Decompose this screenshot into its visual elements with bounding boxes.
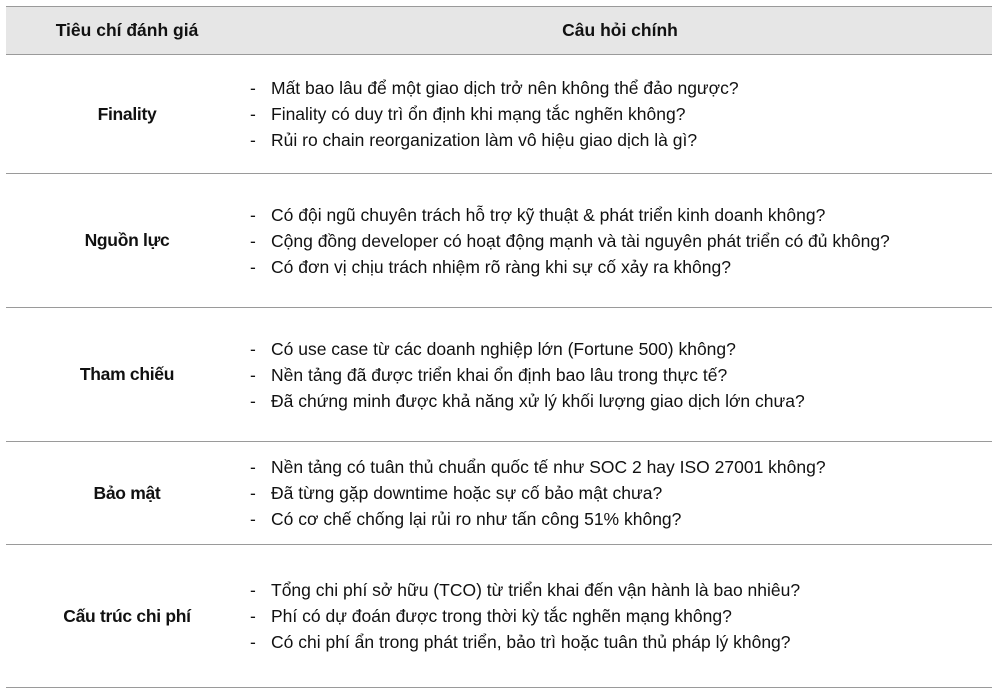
question-item: [250, 254, 992, 280]
table-row-finality: [6, 55, 992, 174]
bullet-dash: -: [250, 364, 256, 385]
header-row: [6, 7, 992, 55]
question-item: [250, 101, 992, 127]
question-text: Có đơn vị chịu trách nhiệm rõ ràng khi sự cố xảy ra không?: [271, 256, 731, 277]
question-item: [250, 480, 992, 506]
questions-cell: [248, 545, 992, 688]
bullet-dash: -: [250, 130, 256, 150]
header-criteria: Tiêu chí đánh giá: [6, 7, 248, 55]
bullet-dash: -: [250, 606, 256, 626]
question-item: [250, 454, 992, 480]
bullet-dash: -: [250, 509, 256, 529]
bullet-dash: -: [250, 78, 256, 98]
table-row-cau-truc-chi-phi: [6, 545, 992, 688]
question-list: [250, 202, 992, 280]
question-item: [250, 202, 992, 228]
bullet-dash: -: [250, 204, 256, 225]
question-item: [250, 506, 992, 532]
bullet-dash: -: [250, 338, 256, 359]
bullet-dash: -: [250, 104, 256, 124]
bullet-dash: -: [250, 256, 256, 277]
question-item: [250, 629, 992, 655]
table-body: [6, 55, 992, 688]
table-row-bao-mat: [6, 442, 992, 545]
question-list: [250, 75, 992, 153]
table-header: [6, 7, 992, 55]
questions-cell: [248, 442, 992, 545]
question-list: [250, 336, 992, 414]
question-text: Mất bao lâu để một giao dịch trở nên không thể đảo ngược?: [271, 78, 739, 98]
bullet-dash: -: [250, 632, 256, 652]
table-row-tham-chieu: [6, 308, 992, 442]
criterion-cell: Bảo mật: [6, 442, 248, 545]
question-item: [250, 362, 992, 388]
criterion-cell: Finality: [6, 55, 248, 174]
question-text: Đã từng gặp downtime hoặc sự cố bảo mật chưa?: [271, 483, 663, 503]
question-item: [250, 577, 992, 603]
bullet-dash: -: [250, 457, 256, 477]
question-item: [250, 603, 992, 629]
bullet-dash: -: [250, 483, 256, 503]
question-text: Nền tảng đã được triển khai ổn định bao lâu trong thực tế?: [271, 364, 728, 385]
questions-cell: [248, 55, 992, 174]
question-item: [250, 336, 992, 362]
question-text: Phí có dự đoán được trong thời kỳ tắc nghẽn mạng không?: [271, 606, 732, 626]
bullet-dash: -: [250, 230, 256, 251]
question-text: Có cơ chế chống lại rủi ro như tấn công 51% không?: [271, 509, 682, 529]
question-text: Nền tảng có tuân thủ chuẩn quốc tế như SOC 2 hay ISO 27001 không?: [271, 457, 826, 477]
criterion-cell: Nguồn lực: [6, 174, 248, 308]
bullet-dash: -: [250, 390, 256, 411]
questions-cell: [248, 174, 992, 308]
question-text: Rủi ro chain reorganization làm vô hiệu giao dịch là gì?: [271, 130, 698, 150]
bullet-dash: -: [250, 580, 256, 600]
question-list: [250, 454, 992, 532]
criterion-cell: Tham chiếu: [6, 308, 248, 442]
question-item: [250, 228, 992, 254]
question-item: [250, 388, 992, 414]
criterion-cell: Cấu trúc chi phí: [6, 545, 248, 688]
question-text: Có use case từ các doanh nghiệp lớn (Fortune 500) không?: [271, 338, 736, 359]
question-text: Có đội ngũ chuyên trách hỗ trợ kỹ thuật & phát triển kinh doanh không?: [271, 204, 826, 225]
question-text: Có chi phí ẩn trong phát triển, bảo trì hoặc tuân thủ pháp lý không?: [271, 632, 791, 652]
evaluation-criteria-table: [6, 6, 992, 688]
question-item: [250, 75, 992, 101]
table-row-nguon-luc: [6, 174, 992, 308]
header-questions: Câu hỏi chính: [248, 7, 992, 55]
question-text: Tổng chi phí sở hữu (TCO) từ triển khai đến vận hành là bao nhiêu?: [271, 580, 801, 600]
question-text: Đã chứng minh được khả năng xử lý khối lượng giao dịch lớn chưa?: [271, 390, 805, 411]
questions-cell: [248, 308, 992, 442]
question-item: [250, 127, 992, 153]
question-text: Finality có duy trì ổn định khi mạng tắc nghẽn không?: [271, 104, 686, 124]
question-list: [250, 577, 992, 655]
question-text: Cộng đồng developer có hoạt động mạnh và tài nguyên phát triển có đủ không?: [271, 230, 890, 251]
